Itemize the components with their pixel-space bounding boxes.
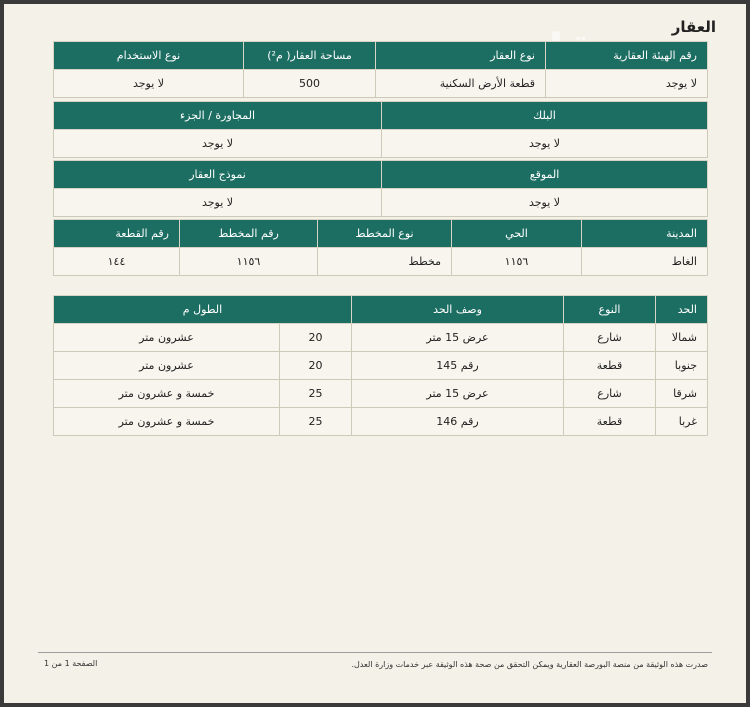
block-info-header-row	[54, 102, 708, 130]
header-boundary-side: الحد	[656, 296, 708, 324]
plan-info-header-row	[54, 220, 708, 248]
table-row	[53, 324, 707, 352]
header-property-model: نموذج العقار	[54, 161, 382, 189]
table-row	[53, 408, 707, 436]
header-district: الحي	[452, 220, 582, 248]
boundary-length-words: خمسة و عشرون متر	[53, 380, 279, 408]
header-plan-type: نوع المخطط	[318, 220, 452, 248]
value-plan-number: ١١٥٦	[180, 248, 318, 276]
property-info-value-row	[54, 70, 708, 98]
document-page	[4, 4, 746, 703]
boundary-side: شمالا	[656, 324, 708, 352]
plan-info-value-row	[54, 248, 708, 276]
header-property-type: نوع العقار	[376, 42, 546, 70]
header-city: المدينة	[582, 220, 708, 248]
header-block: البلك	[382, 102, 708, 130]
header-usage-type: نوع الاستخدام	[54, 42, 244, 70]
page-number: الصفحة 1 من 1	[44, 659, 98, 668]
header-plot-number: رقم القطعة	[54, 220, 180, 248]
header-boundary-description: وصف الحد	[352, 296, 564, 324]
table-row	[53, 352, 707, 380]
boundary-description: رقم 146	[352, 408, 564, 436]
header-boundary-length: الطول م	[53, 296, 351, 324]
boundary-side: شرقا	[656, 380, 708, 408]
boundary-description: رقم 145	[352, 352, 564, 380]
boundary-length: 25	[280, 380, 352, 408]
block-info-table	[53, 101, 708, 158]
location-info-table	[53, 160, 708, 217]
value-property-type: قطعة الأرض السكنية	[376, 70, 546, 98]
property-info-table	[53, 41, 708, 98]
plan-info-table	[53, 219, 708, 276]
value-city: الغاط	[582, 248, 708, 276]
value-plan-type: مخطط	[318, 248, 452, 276]
value-neighborhood-part: لا يوجد	[54, 130, 382, 158]
value-registry-number: لا يوجد	[546, 70, 708, 98]
property-info-header-row	[54, 42, 708, 70]
section-title: العقار	[671, 18, 716, 36]
boundary-length: 20	[280, 324, 352, 352]
value-plot-number: ١٤٤	[54, 248, 180, 276]
boundaries-header-row	[53, 296, 707, 324]
value-block: لا يوجد	[382, 130, 708, 158]
boundary-description: عرض 15 متر	[352, 380, 564, 408]
boundary-length-words: خمسة و عشرون متر	[53, 408, 279, 436]
header-plan-number: رقم المخطط	[180, 220, 318, 248]
boundary-type: شارع	[564, 380, 656, 408]
boundary-length-words: عشرون متر	[53, 324, 279, 352]
boundary-length-words: عشرون متر	[53, 352, 279, 380]
value-property-model: لا يوجد	[54, 189, 382, 217]
footer-disclaimer: صدرت هذه الوثيقة من منصة البورصة العقارية ويمكن التحقق من صحة هذه الوثيقة عبر خدمات وزارة العدل.	[351, 660, 708, 669]
boundary-length: 20	[280, 352, 352, 380]
boundary-side: غربا	[656, 408, 708, 436]
header-registry-number: رقم الهيئة العقارية	[546, 42, 708, 70]
header-property-area: مساحة العقار( م²)	[244, 42, 376, 70]
value-usage-type: لا يوجد	[54, 70, 244, 98]
value-location: لا يوجد	[382, 189, 708, 217]
header-location: الموقع	[382, 161, 708, 189]
block-info-value-row	[54, 130, 708, 158]
boundaries-table	[53, 295, 708, 436]
header-neighborhood-part: المجاورة / الجزء	[54, 102, 382, 130]
boundary-length: 25	[280, 408, 352, 436]
header-boundary-type: النوع	[564, 296, 656, 324]
boundary-type: قطعة	[564, 352, 656, 380]
footer-divider	[38, 652, 712, 653]
boundary-type: شارع	[564, 324, 656, 352]
value-property-area: 500	[244, 70, 376, 98]
table-row	[53, 380, 707, 408]
boundary-type: قطعة	[564, 408, 656, 436]
boundary-side: جنوبا	[656, 352, 708, 380]
boundary-description: عرض 15 متر	[352, 324, 564, 352]
value-district: ١١٥٦	[452, 248, 582, 276]
location-info-value-row	[54, 189, 708, 217]
location-info-header-row	[54, 161, 708, 189]
